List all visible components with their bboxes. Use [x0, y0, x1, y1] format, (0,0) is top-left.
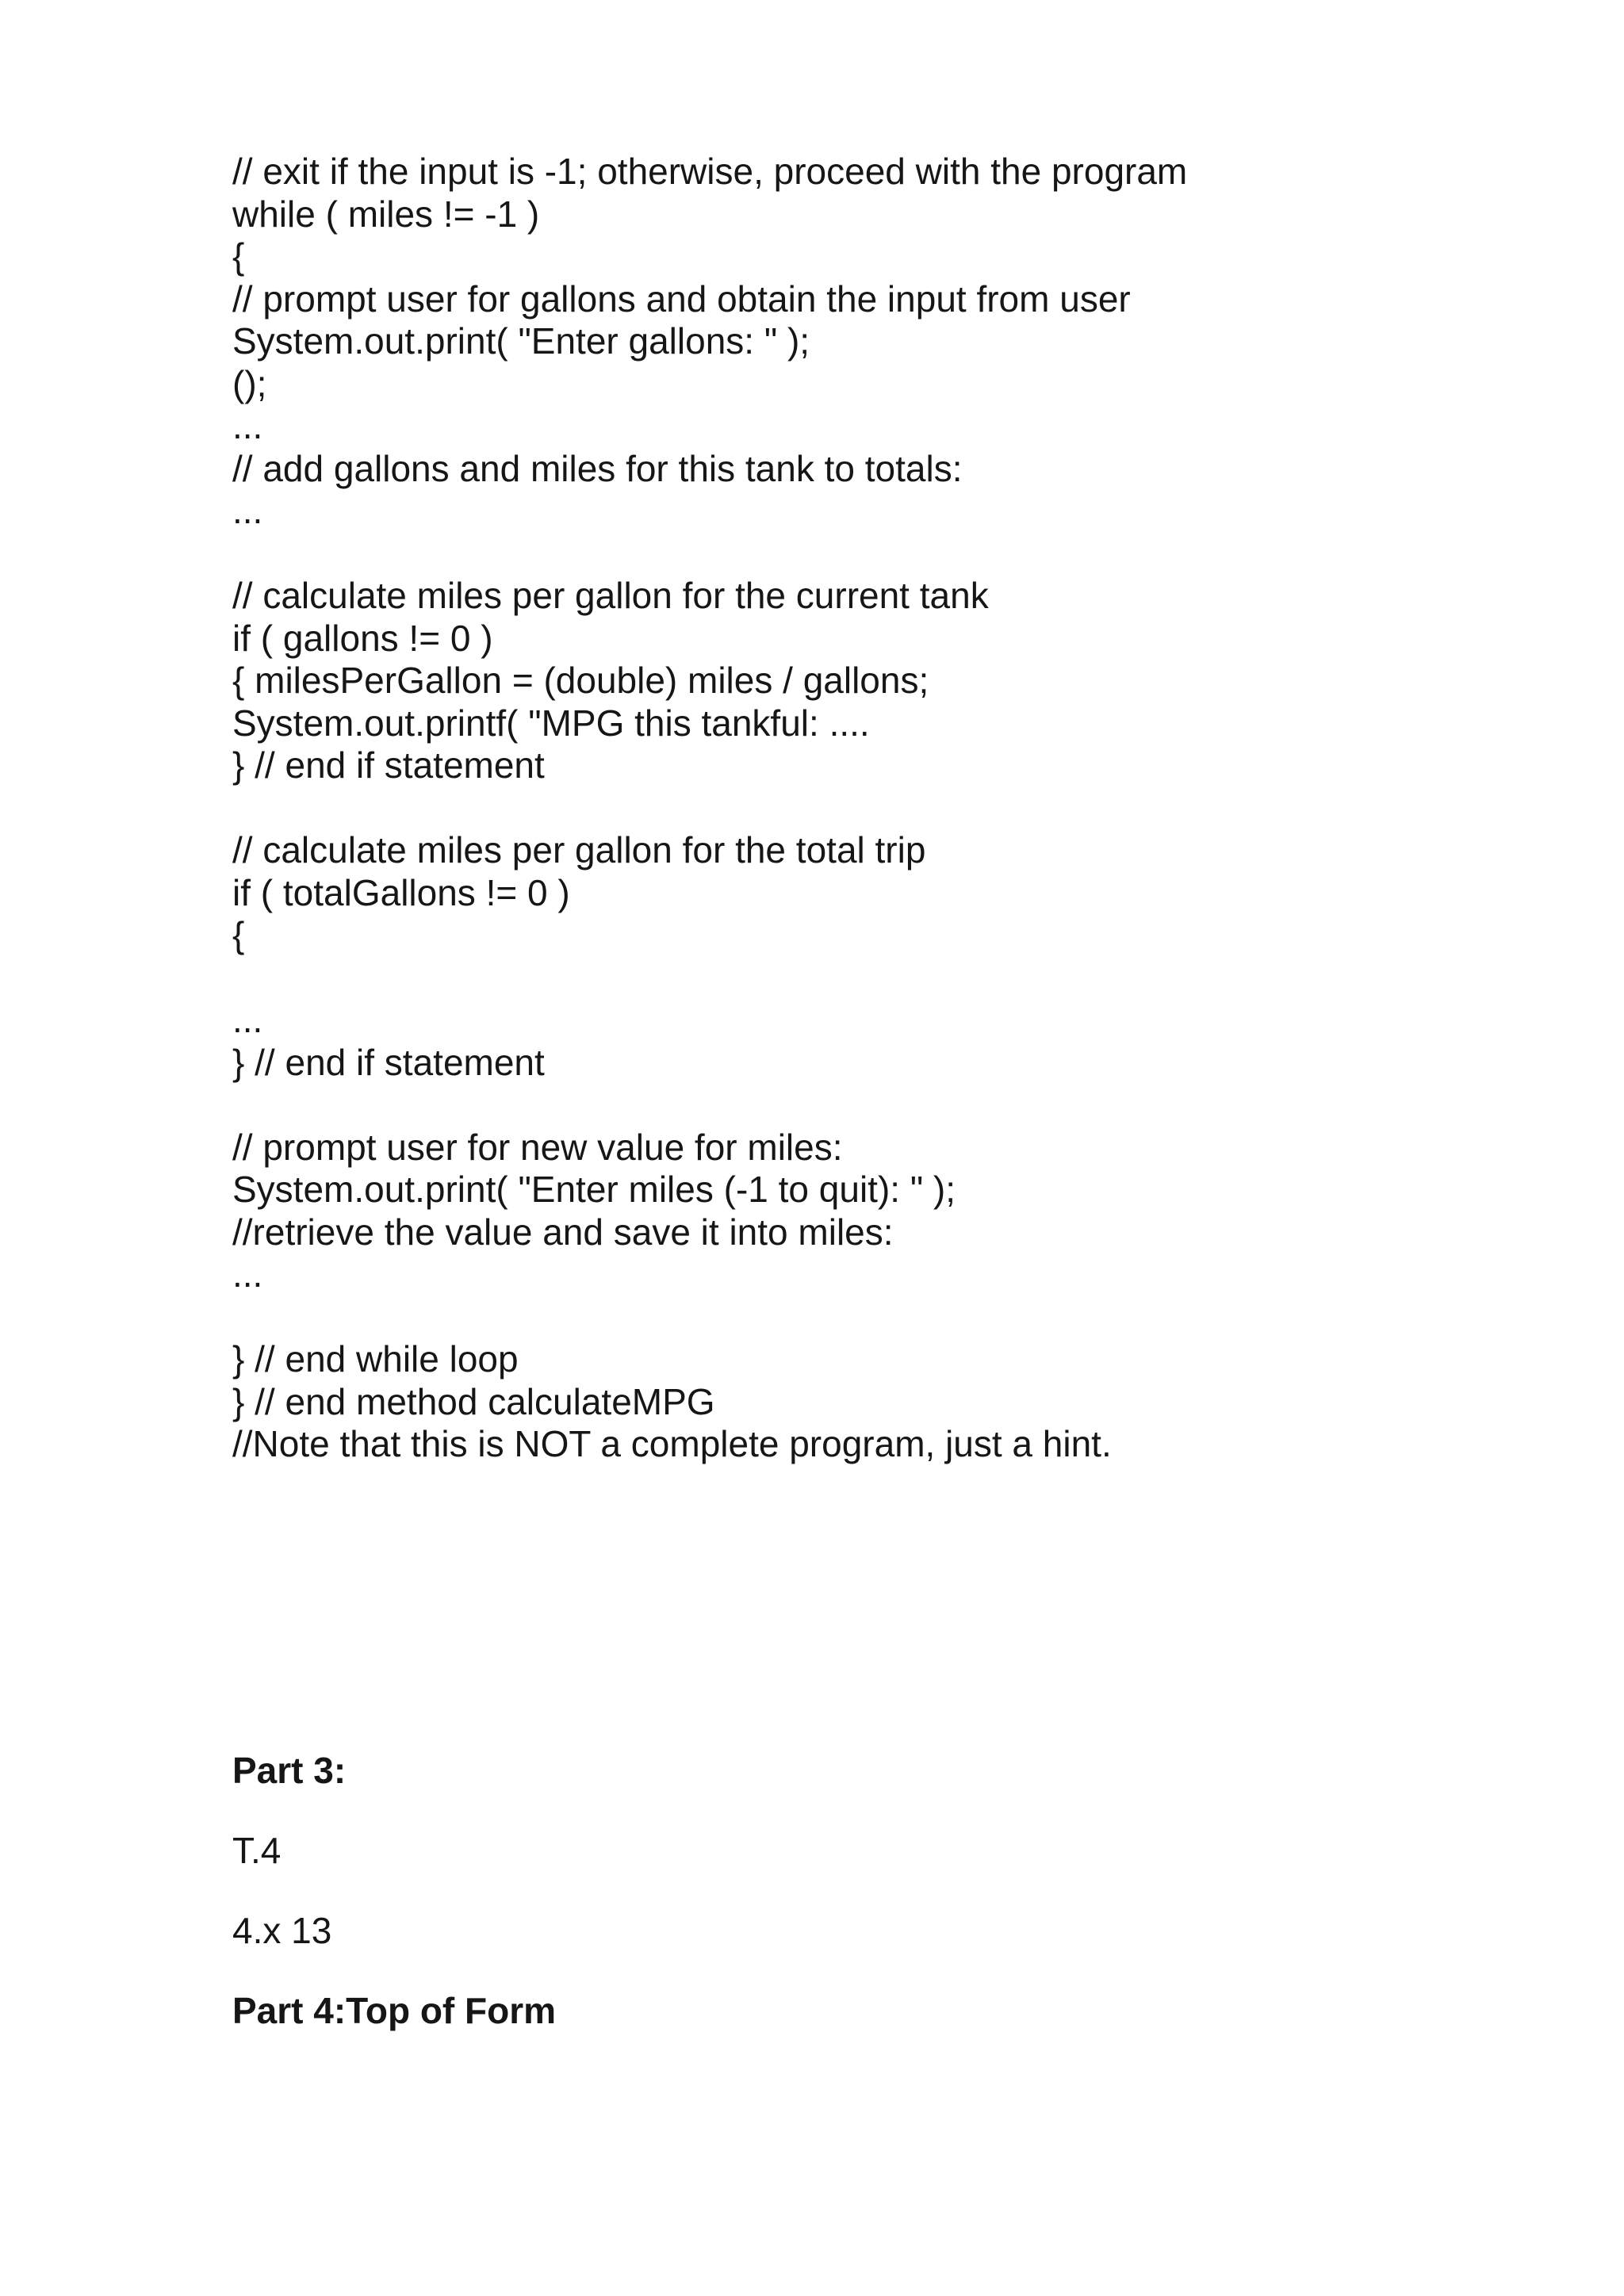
code-line: // calculate miles per gallon for the current tank [232, 575, 989, 616]
code-line: } // end if statement [232, 1041, 545, 1083]
code-line: while ( miles != -1 ) [232, 193, 540, 235]
part3-heading: Part 3: [232, 1750, 347, 1791]
code-line: System.out.printf( "MPG this tankful: .... [232, 702, 870, 744]
code-line: if ( totalGallons != 0 ) [232, 871, 570, 913]
code-line-blank [232, 1296, 1580, 1339]
code-line-blank [232, 957, 1580, 1000]
code-line: (); [232, 362, 267, 404]
part3-item-t4: T.4 [232, 1830, 282, 1871]
code-line: { [232, 235, 245, 277]
code-line: } // end if statement [232, 744, 545, 786]
code-hint-block [232, 151, 1580, 1466]
code-line-blank [232, 1084, 1580, 1127]
code-line: // prompt user for new value for miles: [232, 1126, 843, 1168]
code-line: ... [232, 1253, 263, 1295]
code-line: // exit if the input is -1; otherwise, proceed with the program [232, 151, 1188, 192]
code-line: } // end while loop [232, 1338, 519, 1380]
part4-heading: Part 4:Top of Form [232, 1990, 557, 2031]
code-line: ... [232, 490, 263, 531]
code-line: { milesPerGallon = (double) miles / gallons; [232, 660, 929, 701]
code-line: { [232, 914, 245, 955]
part3-item-4x13: 4.x 13 [232, 1910, 332, 1951]
code-line: // calculate miles per gallon for the total trip [232, 829, 926, 871]
code-line: //Note that this is NOT a complete program, just a hint. [232, 1423, 1112, 1464]
code-line: System.out.print( "Enter miles (-1 to quit): " ); [232, 1169, 956, 1210]
code-line: } // end method calculateMPG [232, 1380, 715, 1422]
code-line: // prompt user for gallons and obtain the input from user [232, 277, 1131, 320]
code-line-blank [232, 533, 1580, 576]
code-line: ... [232, 999, 263, 1040]
code-line-blank [232, 787, 1580, 830]
code-line: // add gallons and miles for this tank to totals: [232, 447, 963, 489]
code-line: if ( gallons != 0 ) [232, 617, 493, 659]
code-line: System.out.print( "Enter gallons: " ); [232, 320, 810, 362]
code-line: ... [232, 405, 263, 446]
code-line: //retrieve the value and save it into miles: [232, 1211, 894, 1253]
